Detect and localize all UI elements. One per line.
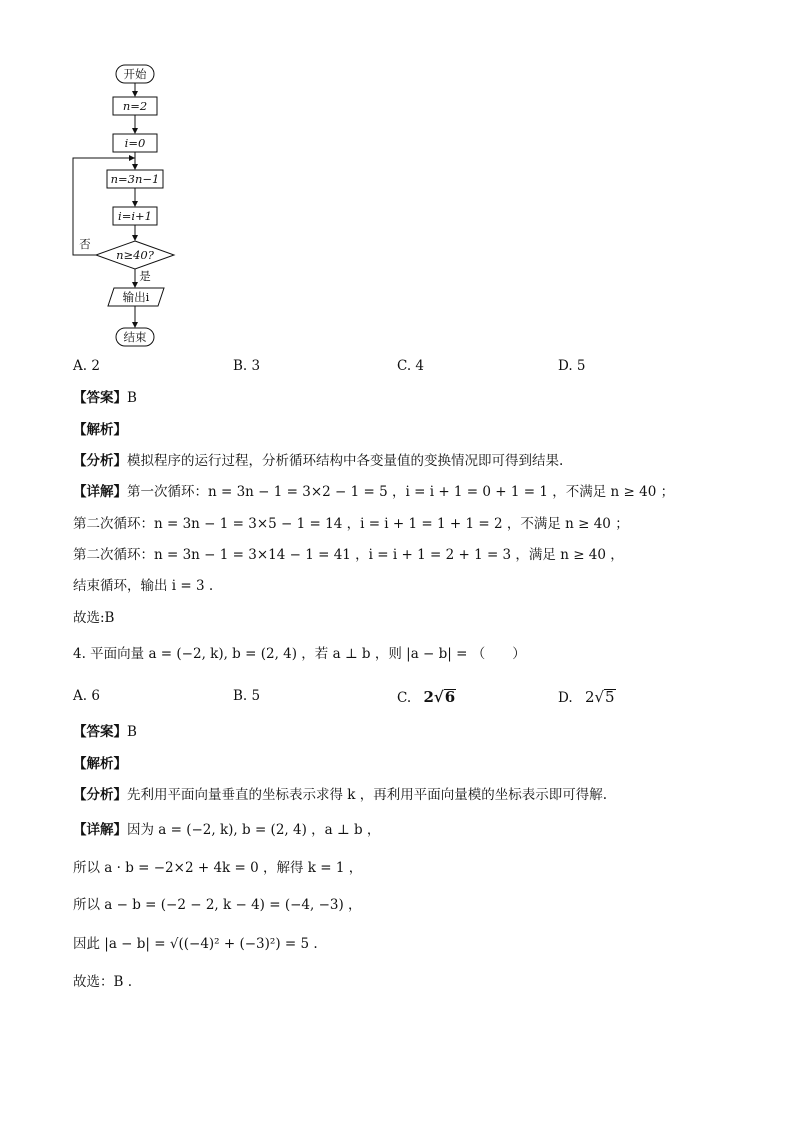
flow-start-label: 开始 bbox=[123, 67, 147, 81]
q4-detail-line-4: 因此 |a − b| = √((−4)² + (−3)²) = 5 . bbox=[73, 936, 318, 952]
q3-analysis-label: 【解析】 bbox=[73, 422, 127, 438]
q4-detail-text-1: 因为 a = (−2, k), b = (2, 4) ，a ⊥ b ， bbox=[127, 822, 381, 838]
q3-detail-line-4: 结束循环，输出 i = 3 . bbox=[73, 578, 214, 594]
q3-choose: 故选:B bbox=[73, 610, 115, 626]
q4-analysis-tag bbox=[73, 754, 127, 774]
q3-detail-line-3: 第二次循环：n = 3n − 1 = 3×14 − 1 = 41 ，i = i + 1 = 2 + 1 = 3 ，满足 n ≥ 40 ， bbox=[73, 547, 624, 563]
q4-analysis-label: 【解析】 bbox=[73, 756, 127, 772]
q3-answer: B bbox=[127, 390, 137, 406]
q4-fenxi-tag: 【分析】 bbox=[73, 787, 127, 803]
q3-detail-line-2: 第二次循环：n = 3n − 1 = 3×5 − 1 = 14 ，i = i + 1 = 1 + 1 = 2 ，不满足 n ≥ 40 ； bbox=[73, 516, 629, 532]
flow-yes-label: 是 bbox=[139, 269, 151, 283]
q4-option-d-rad: 5 bbox=[605, 688, 615, 706]
q3-option-b: B. 3 bbox=[233, 358, 261, 374]
q3-analysis-tag bbox=[73, 420, 127, 440]
q4-fenxi-text: 先利用平面向量垂直的坐标表示求得 k ，再利用平面向量模的坐标表示即可得解. bbox=[127, 787, 608, 803]
q4-answer: B bbox=[127, 724, 137, 740]
q4-option-d-value: 2√5 bbox=[584, 688, 615, 706]
q4-option-b: B. 5 bbox=[233, 688, 261, 704]
q4-option-c-label: C. bbox=[397, 690, 412, 706]
flow-i-update-label: i=i+1 bbox=[118, 209, 152, 223]
flow-output-label: 输出i bbox=[122, 290, 150, 304]
q4-answer-line bbox=[73, 722, 137, 742]
q4-option-d bbox=[558, 688, 616, 706]
flow-end-label: 结束 bbox=[123, 330, 147, 344]
q4-option-a: A. 6 bbox=[73, 688, 100, 704]
flow-i-init-label: i=0 bbox=[124, 136, 146, 150]
q3-detail-text-1: 第一次循环：n = 3n − 1 = 3×2 − 1 = 5 ，i = i + 1 = 0 + 1 = 1 ，不满足 n ≥ 40 ； bbox=[127, 484, 675, 500]
q3-option-a: A. 2 bbox=[73, 358, 100, 374]
q4-option-c-rad: 6 bbox=[444, 688, 456, 706]
q4-option-c-value: 2√6 bbox=[423, 688, 456, 706]
q3-xiangjie-tag: 【详解】 bbox=[73, 484, 127, 500]
q4-xiangjie-tag: 【详解】 bbox=[73, 822, 127, 838]
flow-condition-label: n≥40? bbox=[116, 248, 154, 262]
q3-option-c: C. 4 bbox=[397, 358, 425, 374]
q4-detail-line-2: 所以 a · b = −2×2 + 4k = 0 ，解得 k = 1 ， bbox=[73, 860, 363, 876]
q3-fenxi-line bbox=[73, 451, 563, 471]
q4-option-d-coef: 2 bbox=[584, 688, 595, 706]
q3-fenxi-text: 模拟程序的运行过程，分析循环结构中各变量值的变换情况即可得到结果. bbox=[127, 453, 564, 469]
flow-n-init-label: n=2 bbox=[122, 99, 148, 113]
q3-detail-line-1 bbox=[73, 482, 674, 502]
q4-detail-line-1 bbox=[73, 820, 380, 840]
flowchart bbox=[66, 60, 186, 352]
flow-no-label: 否 bbox=[79, 237, 91, 251]
q4-choose: 故选：B . bbox=[73, 974, 133, 990]
q4-fenxi-line bbox=[73, 785, 607, 805]
flow-n-update-label: n=3n−1 bbox=[110, 172, 160, 186]
q3-option-d: D. 5 bbox=[558, 358, 586, 374]
q4-stem: 4. 平面向量 a = (−2, k), b = (2, 4) ，若 a ⊥ b ，则 |a − b| = （ ） bbox=[73, 646, 526, 662]
q4-option-d-label: D. bbox=[558, 690, 573, 706]
q3-fenxi-tag: 【分析】 bbox=[73, 453, 127, 469]
q3-answer-tag: 【答案】 bbox=[73, 390, 127, 406]
q4-option-c-coef: 2 bbox=[423, 688, 434, 706]
q4-detail-line-3: 所以 a − b = (−2 − 2, k − 4) = (−4, −3) ， bbox=[73, 897, 362, 913]
q4-option-c bbox=[397, 688, 456, 706]
q4-answer-tag: 【答案】 bbox=[73, 724, 127, 740]
q3-answer-line bbox=[73, 388, 137, 408]
